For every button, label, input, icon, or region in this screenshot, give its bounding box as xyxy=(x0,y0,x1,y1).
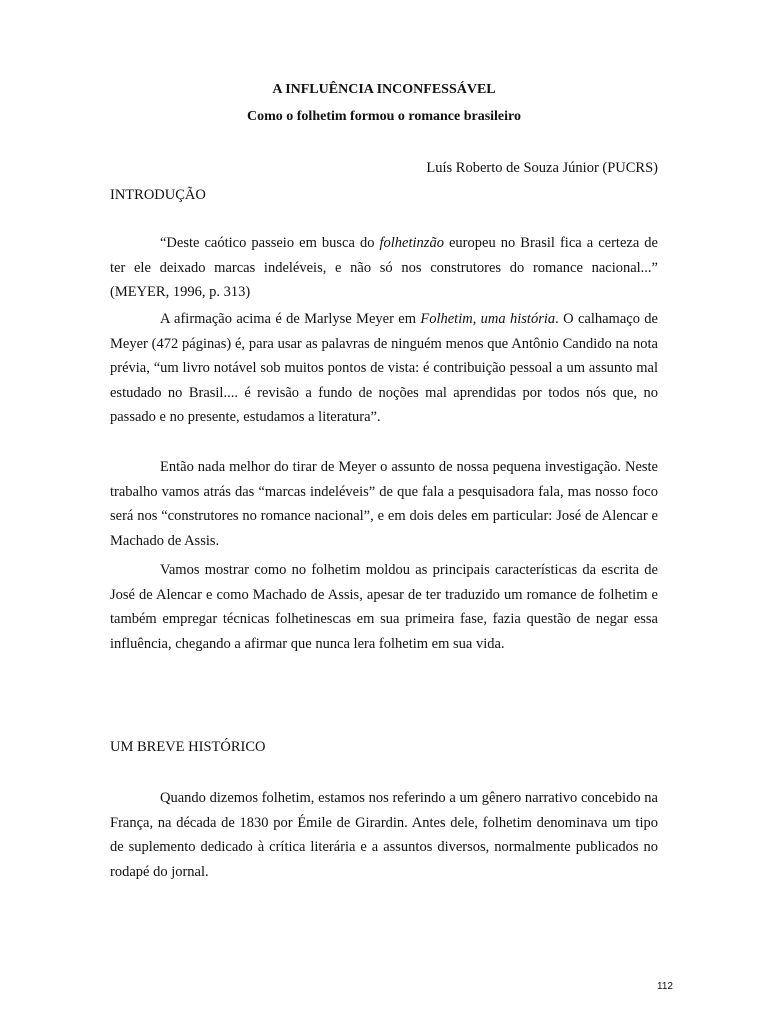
document-title: A INFLUÊNCIA INCONFESSÁVEL xyxy=(272,82,496,97)
paragraph-meyer-text-a: A afirmação acima é de Marlyse Meyer em xyxy=(160,311,421,327)
paragraph-quote-text-a: “Deste caótico passeio em busca do xyxy=(160,235,380,251)
paragraph-meyer xyxy=(110,307,658,430)
page-number: 112 xyxy=(657,981,673,992)
paragraph-alencar-machado-text: Vamos mostrar como no folhetim moldou as principais características da escrita de José de Alencar e como Machado de Assis, apesar de ter traduzido um romance de folhetim e também empregar técnicas folhetinescas em sua primeira fase, fazia questão de negar essa influência, chegando a afirmar que nunca lera folhetim em sua vida. xyxy=(110,562,658,652)
paragraph-folhetim-definition-text: Quando dizemos folhetim, estamos nos referindo a um gênero narrativo concebido na França, na década de 1830 por Émile de Girardin. Antes dele, folhetim denominava um tipo de suplemento dedicado à crítica literária e a assuntos diversos, normalmente publicados no rodapé do jornal. xyxy=(110,790,658,880)
section-heading-introduction: INTRODUÇÃO xyxy=(110,187,206,203)
paragraph-meyer-text-b: . O calhamaço de Meyer (472 páginas) é, para usar as palavras de ninguém menos que Antônio Candido na nota prévia, “um livro notável sob muitos pontos de vista: é contribuição pessoal a um assunto mal estudado no Brasil.... é revisão a fundo de noções mal aprendidas por todos nós que, no passado e no presente, estudamos a literatura”. xyxy=(110,311,658,426)
paragraph-quote-text-b: europeu no Brasil fica a certeza de ter ele deixado marcas indeléveis, e não só nos construtores do romance nacional...” (MEYER, 1996, p. 313) xyxy=(110,235,658,301)
paragraph-quote-italic: folhetinzão xyxy=(379,235,444,251)
document-subtitle: Como o folhetim formou o romance brasileiro xyxy=(247,109,521,124)
paragraph-folhetim-definition xyxy=(110,786,658,884)
paragraph-investigation-text: Então nada melhor do tirar de Meyer o assunto de nossa pequena investigação. Neste trabalho vamos atrás das “marcas indeléveis” de que fala a pesquisadora fala, mas nosso foco será nos “construtores no romance nacional”, e em dois deles em particular: José de Alencar e Machado de Assis. xyxy=(110,459,658,549)
paragraph-meyer-italic: Folhetim, uma história xyxy=(420,311,556,327)
paragraph-alencar-machado xyxy=(110,558,658,656)
author-line: Luís Roberto de Souza Júnior (PUCRS) xyxy=(426,160,658,176)
paragraph-quote xyxy=(110,231,658,305)
section-heading-history: UM BREVE HISTÓRICO xyxy=(110,739,266,755)
paragraph-investigation xyxy=(110,455,658,553)
